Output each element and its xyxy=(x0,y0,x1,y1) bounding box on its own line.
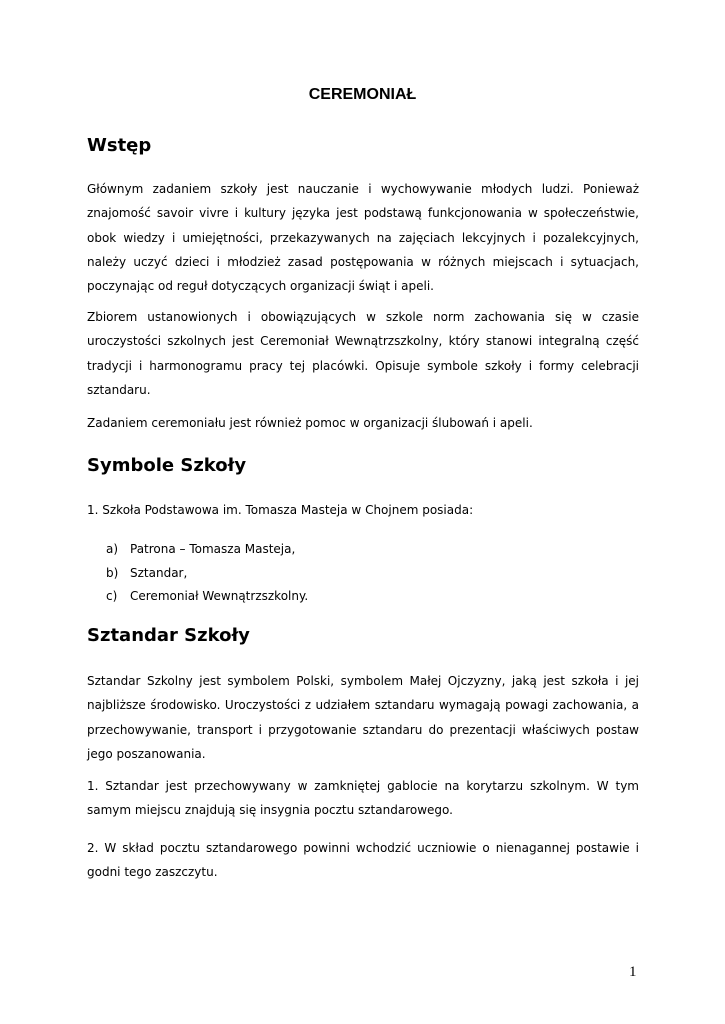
list-marker: a) xyxy=(106,542,119,556)
paragraph-sztandar-1: Sztandar Szkolny jest symbolem Polski, symbolem Małej Ojczyzny, jaką jest szkoła i jej najbliższe środowisko. Uroczystości z udziałem sztandaru wymagają powagi zachowania, a przechowywanie, transport i przygotowanie sztandaru do prezentacji właściwych postaw jego poszanowania. xyxy=(87,674,639,761)
paragraph-wstep-3: Zadaniem ceremoniału jest również pomoc w organizacji ślubowań i apeli. xyxy=(87,416,533,430)
list-item xyxy=(106,538,308,562)
heading-symbole: Symbole Szkoły xyxy=(87,455,247,476)
list-marker: c) xyxy=(106,589,118,603)
paragraph-wstep-2: Zbiorem ustanowionych i obowiązujących w szkole norm zachowania się w czasie uroczystości szkolnych jest Ceremoniał Wewnątrzszkolny, który stanowi integralną część tradycji i harmonogramu pracy tej placówki. Opisuje symbole szkoły i formy celebracji sztandaru. xyxy=(87,310,639,397)
paragraph-sztandar-2: 1. Sztandar jest przechowywany w zamkniętej gablocie na korytarzu szkolnym. W tym samym miejscu znajdują się insygnia pocztu sztandarowego. xyxy=(87,779,639,818)
symbols-list xyxy=(106,538,308,609)
list-item xyxy=(106,585,308,609)
heading-sztandar: Sztandar Szkoły xyxy=(87,625,250,646)
list-item-text: Patrona – Tomasza Masteja, xyxy=(130,542,296,556)
list-marker: b) xyxy=(106,565,119,580)
heading-wstep: Wstęp xyxy=(87,135,152,156)
paragraph-sztandar-3: 2. W skład pocztu sztandarowego powinni wchodzić uczniowie o nienagannej postawie i godni tego zaszczytu. xyxy=(87,841,639,880)
list-item xyxy=(106,562,308,586)
list-item-text: Ceremoniał Wewnątrzszkolny. xyxy=(130,589,309,603)
list-item-text: Sztandar, xyxy=(130,565,188,580)
page-number: 1 xyxy=(629,964,637,980)
document-title: CEREMONIAŁ xyxy=(308,86,417,103)
paragraph-symbole-intro: 1. Szkoła Podstawowa im. Tomasza Masteja w Chojnem posiada: xyxy=(87,503,474,517)
paragraph-wstep-1: Głównym zadaniem szkoły jest nauczanie i wychowywanie młodych ludzi. Ponieważ znajomość savoir vivre i kultury języka jest podstawą funkcjonowania w społeczeństwie, obok wiedzy i umiejętności, przekazywanych na zajęciach lekcyjnych i pozalekcyjnych, należy uczyć dzieci i młodzież zasad postępowania w różnych miejscach i sytuacjach, poczynając od reguł dotyczących organizacji świąt i apeli. xyxy=(87,182,639,294)
